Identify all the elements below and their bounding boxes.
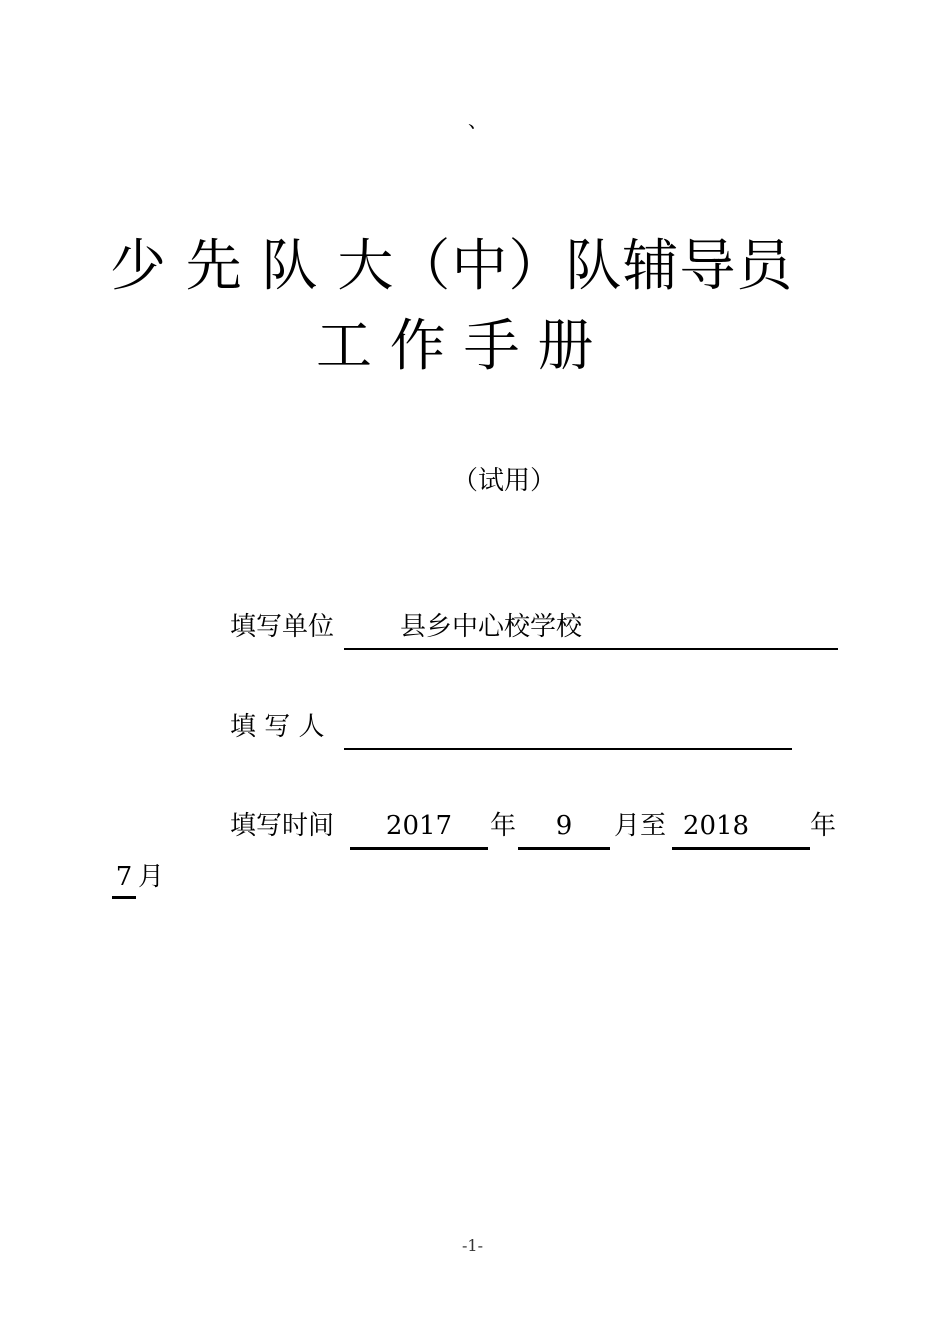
end-year-value: 2018 xyxy=(682,811,750,841)
subtitle-trial: （试用） xyxy=(452,466,557,496)
unit-underline xyxy=(344,648,838,650)
unit-value: 县乡中心校学校 xyxy=(400,612,583,642)
year-char-1: 年 xyxy=(490,811,517,841)
start-month-underline xyxy=(518,847,610,850)
start-year-underline xyxy=(350,847,488,850)
person-underline xyxy=(344,748,792,750)
month-char: 月 xyxy=(138,862,165,892)
start-month-value: 9 xyxy=(555,811,573,841)
year-char-2: 年 xyxy=(810,811,837,841)
start-year-value: 2017 xyxy=(385,811,453,841)
month-to-label: 月至 xyxy=(614,811,667,841)
period-label: 填写时间 xyxy=(230,811,335,841)
person-label: 填 写 人 xyxy=(230,712,325,742)
title-line-2: 工 作 手 册 xyxy=(316,314,594,379)
unit-label: 填写单位 xyxy=(230,612,335,642)
end-month-underline xyxy=(112,896,136,899)
title-line-1: 少 先 队 大（中）队辅导员 xyxy=(110,234,794,299)
end-year-underline xyxy=(672,847,810,850)
end-month-value: 7 xyxy=(115,862,133,892)
top-mark: 、 xyxy=(468,108,488,132)
page-number: -1- xyxy=(462,1236,483,1255)
